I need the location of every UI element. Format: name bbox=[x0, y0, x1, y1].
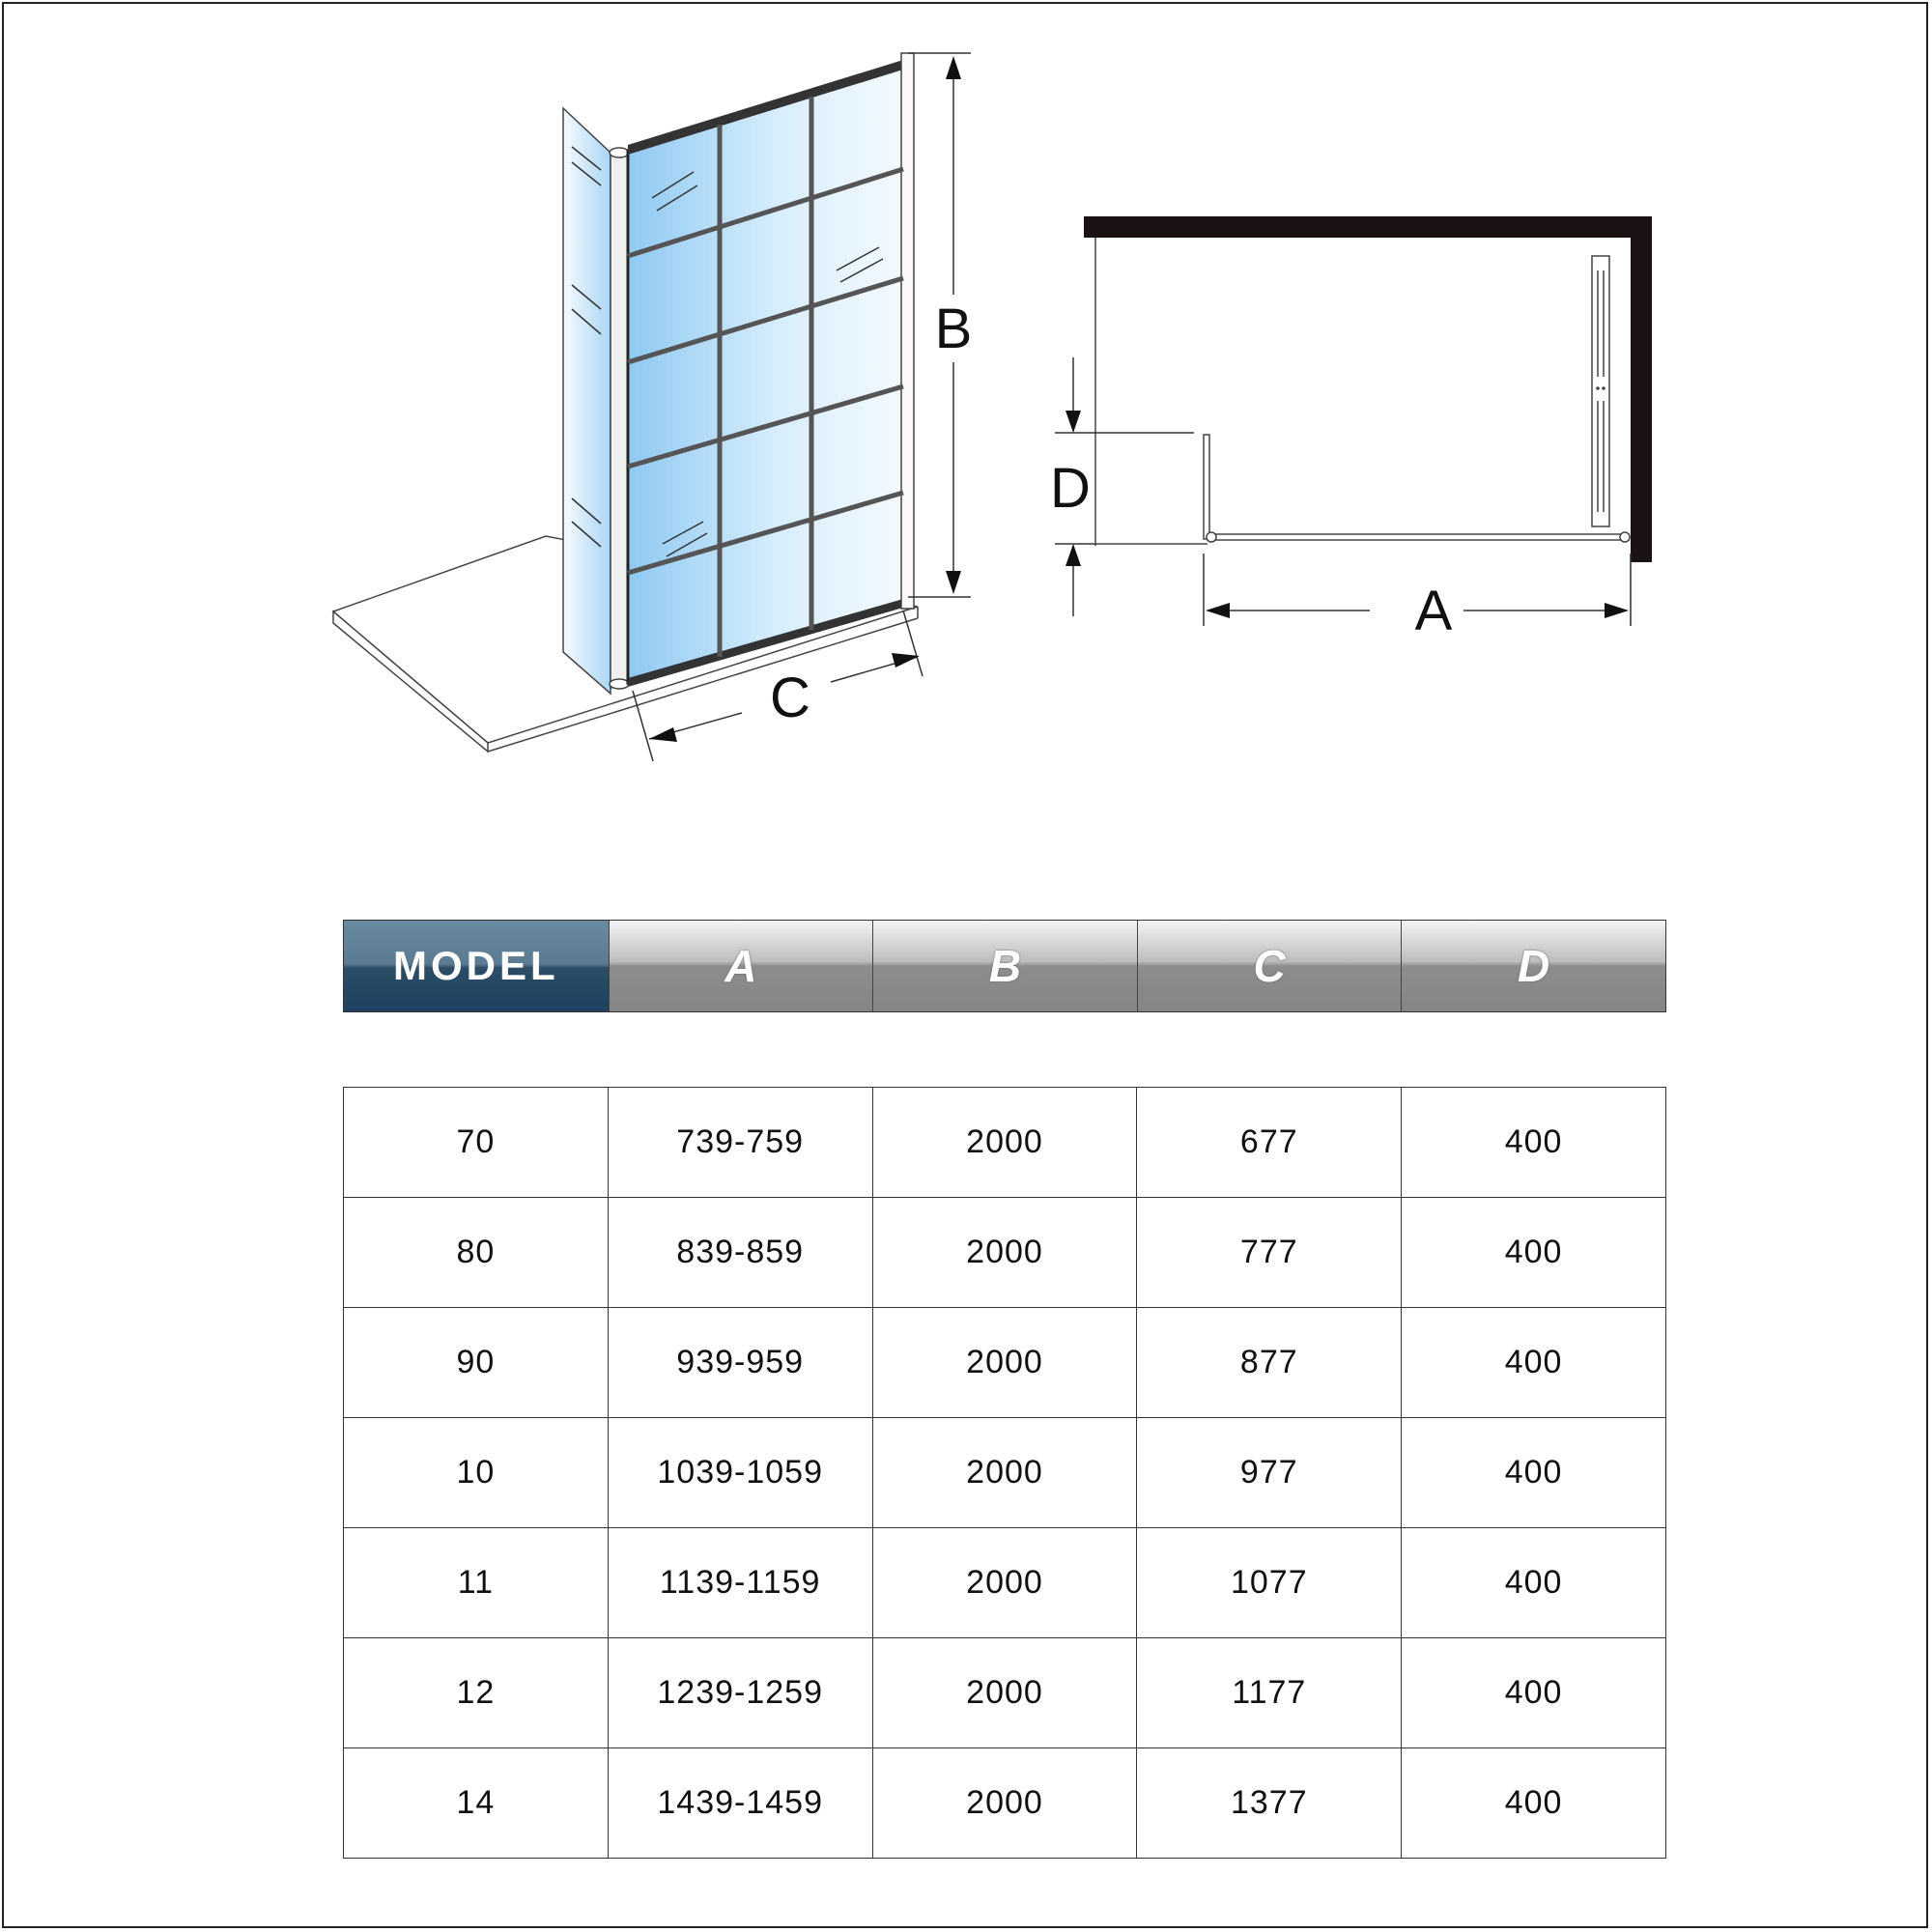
cell-b: 2000 bbox=[872, 1198, 1137, 1308]
cell-d: 400 bbox=[1402, 1638, 1666, 1748]
front-glass-panel bbox=[628, 68, 903, 683]
header-model: MODEL bbox=[344, 921, 609, 1011]
back-wall bbox=[1084, 216, 1651, 238]
table-row bbox=[344, 1198, 1666, 1308]
cell-d: 400 bbox=[1402, 1418, 1666, 1528]
wall-profile-post bbox=[611, 151, 628, 688]
cell-a: 1139-1159 bbox=[608, 1528, 872, 1638]
cell-d: 400 bbox=[1402, 1528, 1666, 1638]
plan-view bbox=[1050, 216, 1652, 642]
cell-d: 400 bbox=[1402, 1198, 1666, 1308]
cell-c: 677 bbox=[1137, 1088, 1402, 1198]
cell-c: 1177 bbox=[1137, 1638, 1402, 1748]
isometric-view bbox=[333, 53, 972, 761]
floor-drain bbox=[1592, 256, 1609, 526]
cell-b: 2000 bbox=[872, 1748, 1137, 1859]
cell-c: 777 bbox=[1137, 1198, 1402, 1308]
cell-d: 400 bbox=[1402, 1308, 1666, 1418]
dimension-diagram bbox=[0, 0, 1932, 792]
end-profile bbox=[901, 53, 914, 609]
dimension-label-c: C bbox=[770, 667, 810, 729]
cell-c: 977 bbox=[1137, 1418, 1402, 1528]
cell-model: 90 bbox=[344, 1308, 609, 1418]
table-header bbox=[343, 920, 1666, 1012]
header-d: D bbox=[1401, 921, 1665, 1011]
cell-c: 877 bbox=[1137, 1308, 1402, 1418]
cell-d: 400 bbox=[1402, 1748, 1666, 1859]
cell-b: 2000 bbox=[872, 1638, 1137, 1748]
cell-b: 2000 bbox=[872, 1528, 1137, 1638]
cell-model: 70 bbox=[344, 1088, 609, 1198]
cell-a: 939-959 bbox=[608, 1308, 872, 1418]
cell-model: 80 bbox=[344, 1198, 609, 1308]
cell-b: 2000 bbox=[872, 1088, 1137, 1198]
side-wall bbox=[1631, 216, 1652, 562]
cell-a: 739-759 bbox=[608, 1088, 872, 1198]
plan-glass-line bbox=[1208, 534, 1629, 540]
table-row bbox=[344, 1418, 1666, 1528]
cell-model: 12 bbox=[344, 1638, 609, 1748]
plan-return-panel bbox=[1204, 435, 1209, 539]
dimension-label-d: D bbox=[1050, 457, 1091, 520]
cell-model: 11 bbox=[344, 1528, 609, 1638]
table-row bbox=[344, 1748, 1666, 1859]
dimension-label-b: B bbox=[934, 298, 973, 360]
cell-model: 14 bbox=[344, 1748, 609, 1859]
cell-d: 400 bbox=[1402, 1088, 1666, 1198]
cell-a: 839-859 bbox=[608, 1198, 872, 1308]
cell-c: 1377 bbox=[1137, 1748, 1402, 1859]
header-b: B bbox=[872, 921, 1137, 1011]
cell-a: 1239-1259 bbox=[608, 1638, 872, 1748]
table-row bbox=[344, 1308, 1666, 1418]
header-c: C bbox=[1137, 921, 1402, 1011]
table-row bbox=[344, 1088, 1666, 1198]
dimension-label-a: A bbox=[1414, 580, 1453, 642]
cell-a: 1439-1459 bbox=[608, 1748, 872, 1859]
side-glass-panel bbox=[563, 108, 611, 694]
cell-b: 2000 bbox=[872, 1418, 1137, 1528]
cell-a: 1039-1059 bbox=[608, 1418, 872, 1528]
table-row bbox=[344, 1528, 1666, 1638]
dimensions-table bbox=[343, 1087, 1666, 1859]
header-a: A bbox=[609, 921, 873, 1011]
cell-b: 2000 bbox=[872, 1308, 1137, 1418]
cell-c: 1077 bbox=[1137, 1528, 1402, 1638]
cell-model: 10 bbox=[344, 1418, 609, 1528]
table-row bbox=[344, 1638, 1666, 1748]
